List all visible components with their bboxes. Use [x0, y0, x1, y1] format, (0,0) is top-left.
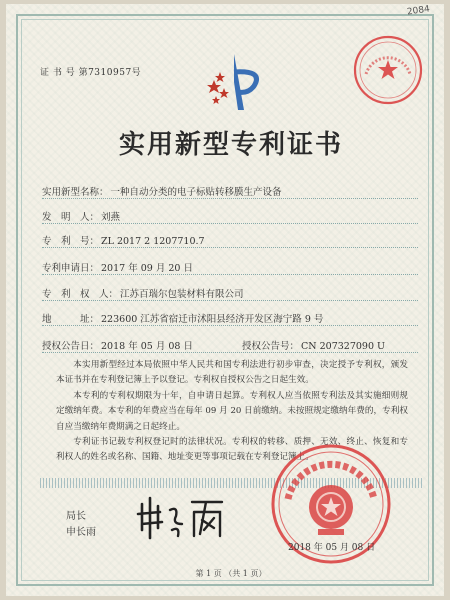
field-grant-date — [42, 338, 193, 352]
field-patentee — [42, 286, 244, 300]
handwritten-number: 2084 — [406, 4, 431, 18]
field-label: 专 利 权 人： — [42, 289, 119, 300]
divider — [42, 352, 418, 353]
field-label: 专利申请日： — [42, 263, 100, 274]
field-value: ZL 2017 2 1207710.7 — [101, 236, 205, 247]
office-seal-stamp — [352, 34, 424, 106]
director-signature — [136, 494, 226, 540]
field-utility-model-name — [42, 184, 282, 198]
field-label: 实用新型名称： — [42, 187, 109, 198]
certificate-page — [6, 4, 444, 596]
field-label: 专 利 号： — [42, 236, 100, 247]
paragraph: 本实用新型经过本局依照中华人民共和国专利法进行初步审查，决定授予专利权，颁发本证书并在专利登记簿上予以登记。专利权自授权公告之日起生效。 — [56, 360, 408, 386]
paragraph: 专利证书记载专利权登记时的法律状况。专利权的转移、质押、无效、终止、恢复和专利权人的姓名或名称、国籍、地址变更等事项记载在专利登记簿上。 — [56, 437, 408, 463]
field-label: 发 明 人： — [42, 212, 100, 223]
divider — [42, 198, 418, 199]
patent-office-logo — [204, 52, 268, 114]
star-icon — [219, 88, 229, 98]
seal-date: 2018 年 05 月 08 日 — [288, 543, 376, 553]
field-label: 授权公告号： — [242, 341, 300, 352]
paragraph: 本专利的专利权期限为十年，自申请日起算。专利权人应当依照专利法及其实施细则规定缴纳年费。本专利的年费应当在每年 09 月 20 日前缴纳。未按照规定缴纳年费的，专利权自应当缴纳年费期满之日起终止。 — [56, 391, 408, 432]
field-value: 江苏百瑞尔包装材料有限公司 — [120, 289, 244, 300]
divider — [42, 300, 418, 301]
field-grant-number — [242, 338, 385, 352]
divider — [42, 247, 418, 248]
field-patent-number — [42, 233, 205, 247]
certificate-number: 证 书 号 第7310957号 — [40, 68, 142, 78]
director-name: 申长雨 — [66, 527, 96, 538]
field-value: CN 207327090 U — [301, 341, 386, 352]
field-value: 223600 江苏省宿迁市沭阳县经济开发区海宁路 9 号 — [101, 314, 324, 325]
field-value: 刘燕 — [101, 212, 121, 223]
field-value: 2017 年 09 月 20 日 — [101, 263, 193, 274]
field-label: 地 址： — [42, 314, 100, 325]
field-inventor — [42, 209, 120, 223]
director-title: 局长 — [66, 511, 86, 522]
page-footer: 第 1 页 （共 1 页） — [195, 569, 267, 578]
star-icon — [212, 96, 220, 104]
star-icon — [378, 60, 398, 79]
field-label: 授权公告日： — [42, 341, 100, 352]
divider — [42, 325, 418, 326]
field-address — [42, 311, 323, 325]
star-icon — [207, 80, 221, 93]
field-value: 一种自动分类的电子标贴转移膜生产设备 — [110, 187, 282, 198]
divider — [42, 274, 418, 275]
divider — [42, 223, 418, 224]
star-icon — [215, 72, 225, 82]
field-application-date — [42, 260, 193, 274]
certificate-title: 实用新型专利证书 — [118, 130, 343, 160]
field-value: 2018 年 05 月 08 日 — [101, 341, 193, 352]
